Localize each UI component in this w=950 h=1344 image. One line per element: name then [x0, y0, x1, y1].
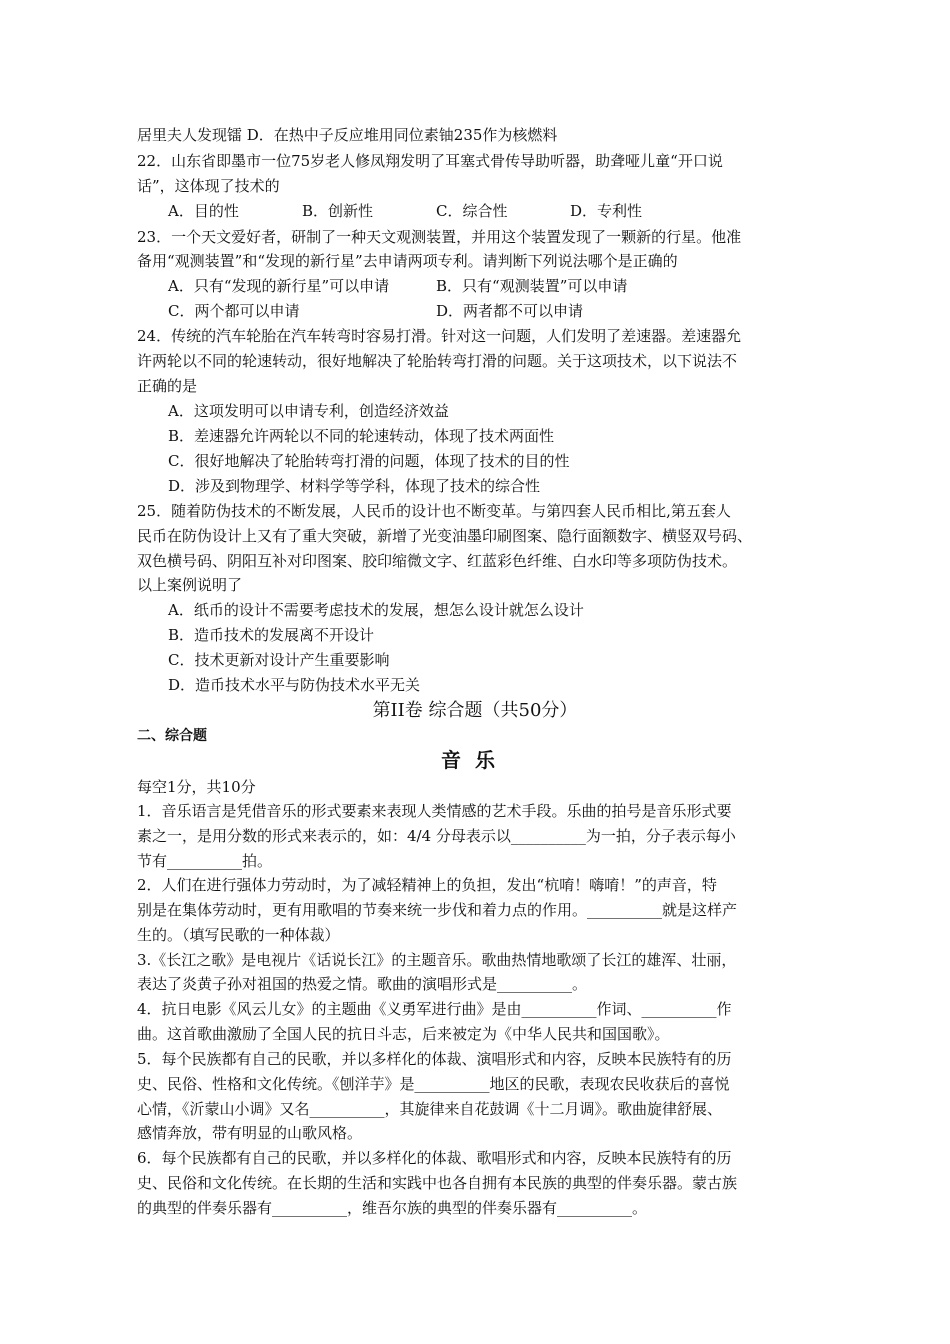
option-c: C．两个都可以申请: [168, 302, 300, 320]
option-a: A．这项发明可以申请专利，创造经济效益: [168, 402, 449, 420]
text-line: 生的。（填写民歌的一种体裁）: [137, 926, 340, 944]
text-line: 民币在防伪设计上又有了重大突破，新增了光变油墨印刷图案、隐行面额数字、横竖双号码、: [137, 527, 753, 545]
score-note: 每空1分，共10分: [137, 778, 256, 796]
subject-title: 音乐: [441, 748, 509, 772]
section-heading: 二、综合题: [137, 728, 207, 744]
text-line: 别是在集体劳动时，更有用歌唱的节奏来统一步伐和着力点的作用。__________就是这样产: [137, 901, 738, 919]
text-line: 史、民俗、性格和文化传统。《刨洋芋》是__________地区的民歌，表现农民收获后的喜悦: [137, 1075, 730, 1093]
text-line: 心情，《沂蒙山小调》又名__________，其旋律来自花鼓调《十二月调》。歌曲旋律舒展、: [137, 1100, 723, 1118]
option-d: D．涉及到物理学、材料学等学科，体现了技术的综合性: [168, 477, 541, 495]
text-line: 节有__________拍。: [137, 852, 273, 870]
text-line: 曲。这首歌曲激励了全国人民的抗日斗志，后来被定为《中华人民共和国国歌》。: [137, 1025, 670, 1043]
volume-title: 第II卷 综合题（共50分）: [372, 700, 578, 721]
text-line: 以上案例说明了: [137, 576, 243, 594]
option-d: D．造币技术水平与防伪技术水平无关: [168, 676, 421, 694]
option-d: D．专利性: [570, 202, 643, 220]
text-line: 备用“观测装置”和“发现的新行星”去申请两项专利。请判断下列说法哪个是正确的: [137, 252, 678, 270]
question-24: 24．传统的汽车轮胎在汽车转弯时容易打滑。针对这一问题，人们发明了差速器。差速器允: [137, 327, 742, 345]
option-b: B．创新性: [302, 202, 374, 220]
music-question-3: 3.《长江之歌》是电视片《话说长江》的主题音乐。歌曲热情地歌颂了长江的雄浑、壮丽，: [137, 951, 737, 969]
option-a: A．只有“发现的新行星”可以申请: [168, 277, 390, 295]
option-c: C．综合性: [436, 202, 508, 220]
text-line: 许两轮以不同的轮速转动，很好地解决了轮胎转弯打滑的问题。关于这项技术，以下说法不: [137, 352, 738, 370]
music-question-5: 5．每个民族都有自己的民歌，并以多样化的体裁、演唱形式和内容，反映本民族特有的历: [137, 1050, 732, 1068]
music-question-4: 4．抗日电影《风云儿女》的主题曲《义勇军进行曲》是由__________作词、__________作: [137, 1000, 732, 1018]
q22-options: [168, 200, 848, 222]
question-25: 25．随着防伪技术的不断发展，人民币的设计也不断变革。与第四套人民币相比,第五套人: [137, 502, 731, 520]
option-c: C．技术更新对设计产生重要影响: [168, 651, 390, 669]
text-line: 居里夫人发现镭 D．在热中子反应堆用同位素铀235作为核燃料: [137, 126, 558, 144]
text-line: 素之一，是用分数的形式来表示的，如：4/4 分母表示以__________为一拍，分子表示每小: [137, 827, 736, 845]
option-a: A．纸币的设计不需要考虑技术的发展，想怎么设计就怎么设计: [168, 601, 584, 619]
q23-options-ab: [168, 275, 848, 297]
text-line: 的典型的伴奏乐器有__________，维吾尔族的典型的伴奏乐器有__________。: [137, 1199, 648, 1217]
option-b: B．差速器允许两轮以不同的轮速转动，体现了技术两面性: [168, 427, 555, 445]
option-c: C．很好地解决了轮胎转弯打滑的问题，体现了技术的目的性: [168, 452, 570, 470]
text-line: 正确的是: [137, 377, 198, 395]
text-line: 双色横号码、阴阳互补对印图案、胶印缩微文字、红蓝彩色纤维、白水印等多项防伪技术。: [137, 552, 738, 570]
text-line: 话”，这体现了技术的: [137, 177, 280, 195]
text-line: 表达了炎黄子孙对祖国的热爱之情。歌曲的演唱形式是__________。: [137, 975, 588, 993]
music-question-2: 2．人们在进行强体力劳动时，为了减轻精神上的负担，发出“杭唷！嗨唷！”的声音，特: [137, 876, 717, 894]
option-b: B．造币技术的发展离不开设计: [168, 626, 375, 644]
text-line: 史、民俗和文化传统。在长期的生活和实践中也各自拥有本民族的典型的伴奏乐器。蒙古族: [137, 1174, 738, 1192]
question-22: 22．山东省即墨市一位75岁老人修凤翔发明了耳塞式骨传导助听器，助聋哑儿童“开口说: [137, 152, 723, 170]
option-a: A．目的性: [168, 202, 239, 220]
option-b: B．只有“观测装置”可以申请: [436, 277, 628, 295]
music-question-6: 6．每个民族都有自己的民歌，并以多样化的体裁、歌唱形式和内容，反映本民族特有的历: [137, 1149, 732, 1167]
question-23: 23．一个天文爱好者，研制了一种天文观测装置，并用这个装置发现了一颗新的行星。他准: [137, 228, 742, 246]
text-line: 感情奔放，带有明显的山歌风格。: [137, 1124, 363, 1142]
q23-options-cd: [168, 300, 848, 322]
music-question-1: 1．音乐语言是凭借音乐的形式要素来表现人类情感的艺术手段。乐曲的拍号是音乐形式要: [137, 802, 732, 820]
option-d: D．两者都不可以申请: [436, 302, 584, 320]
